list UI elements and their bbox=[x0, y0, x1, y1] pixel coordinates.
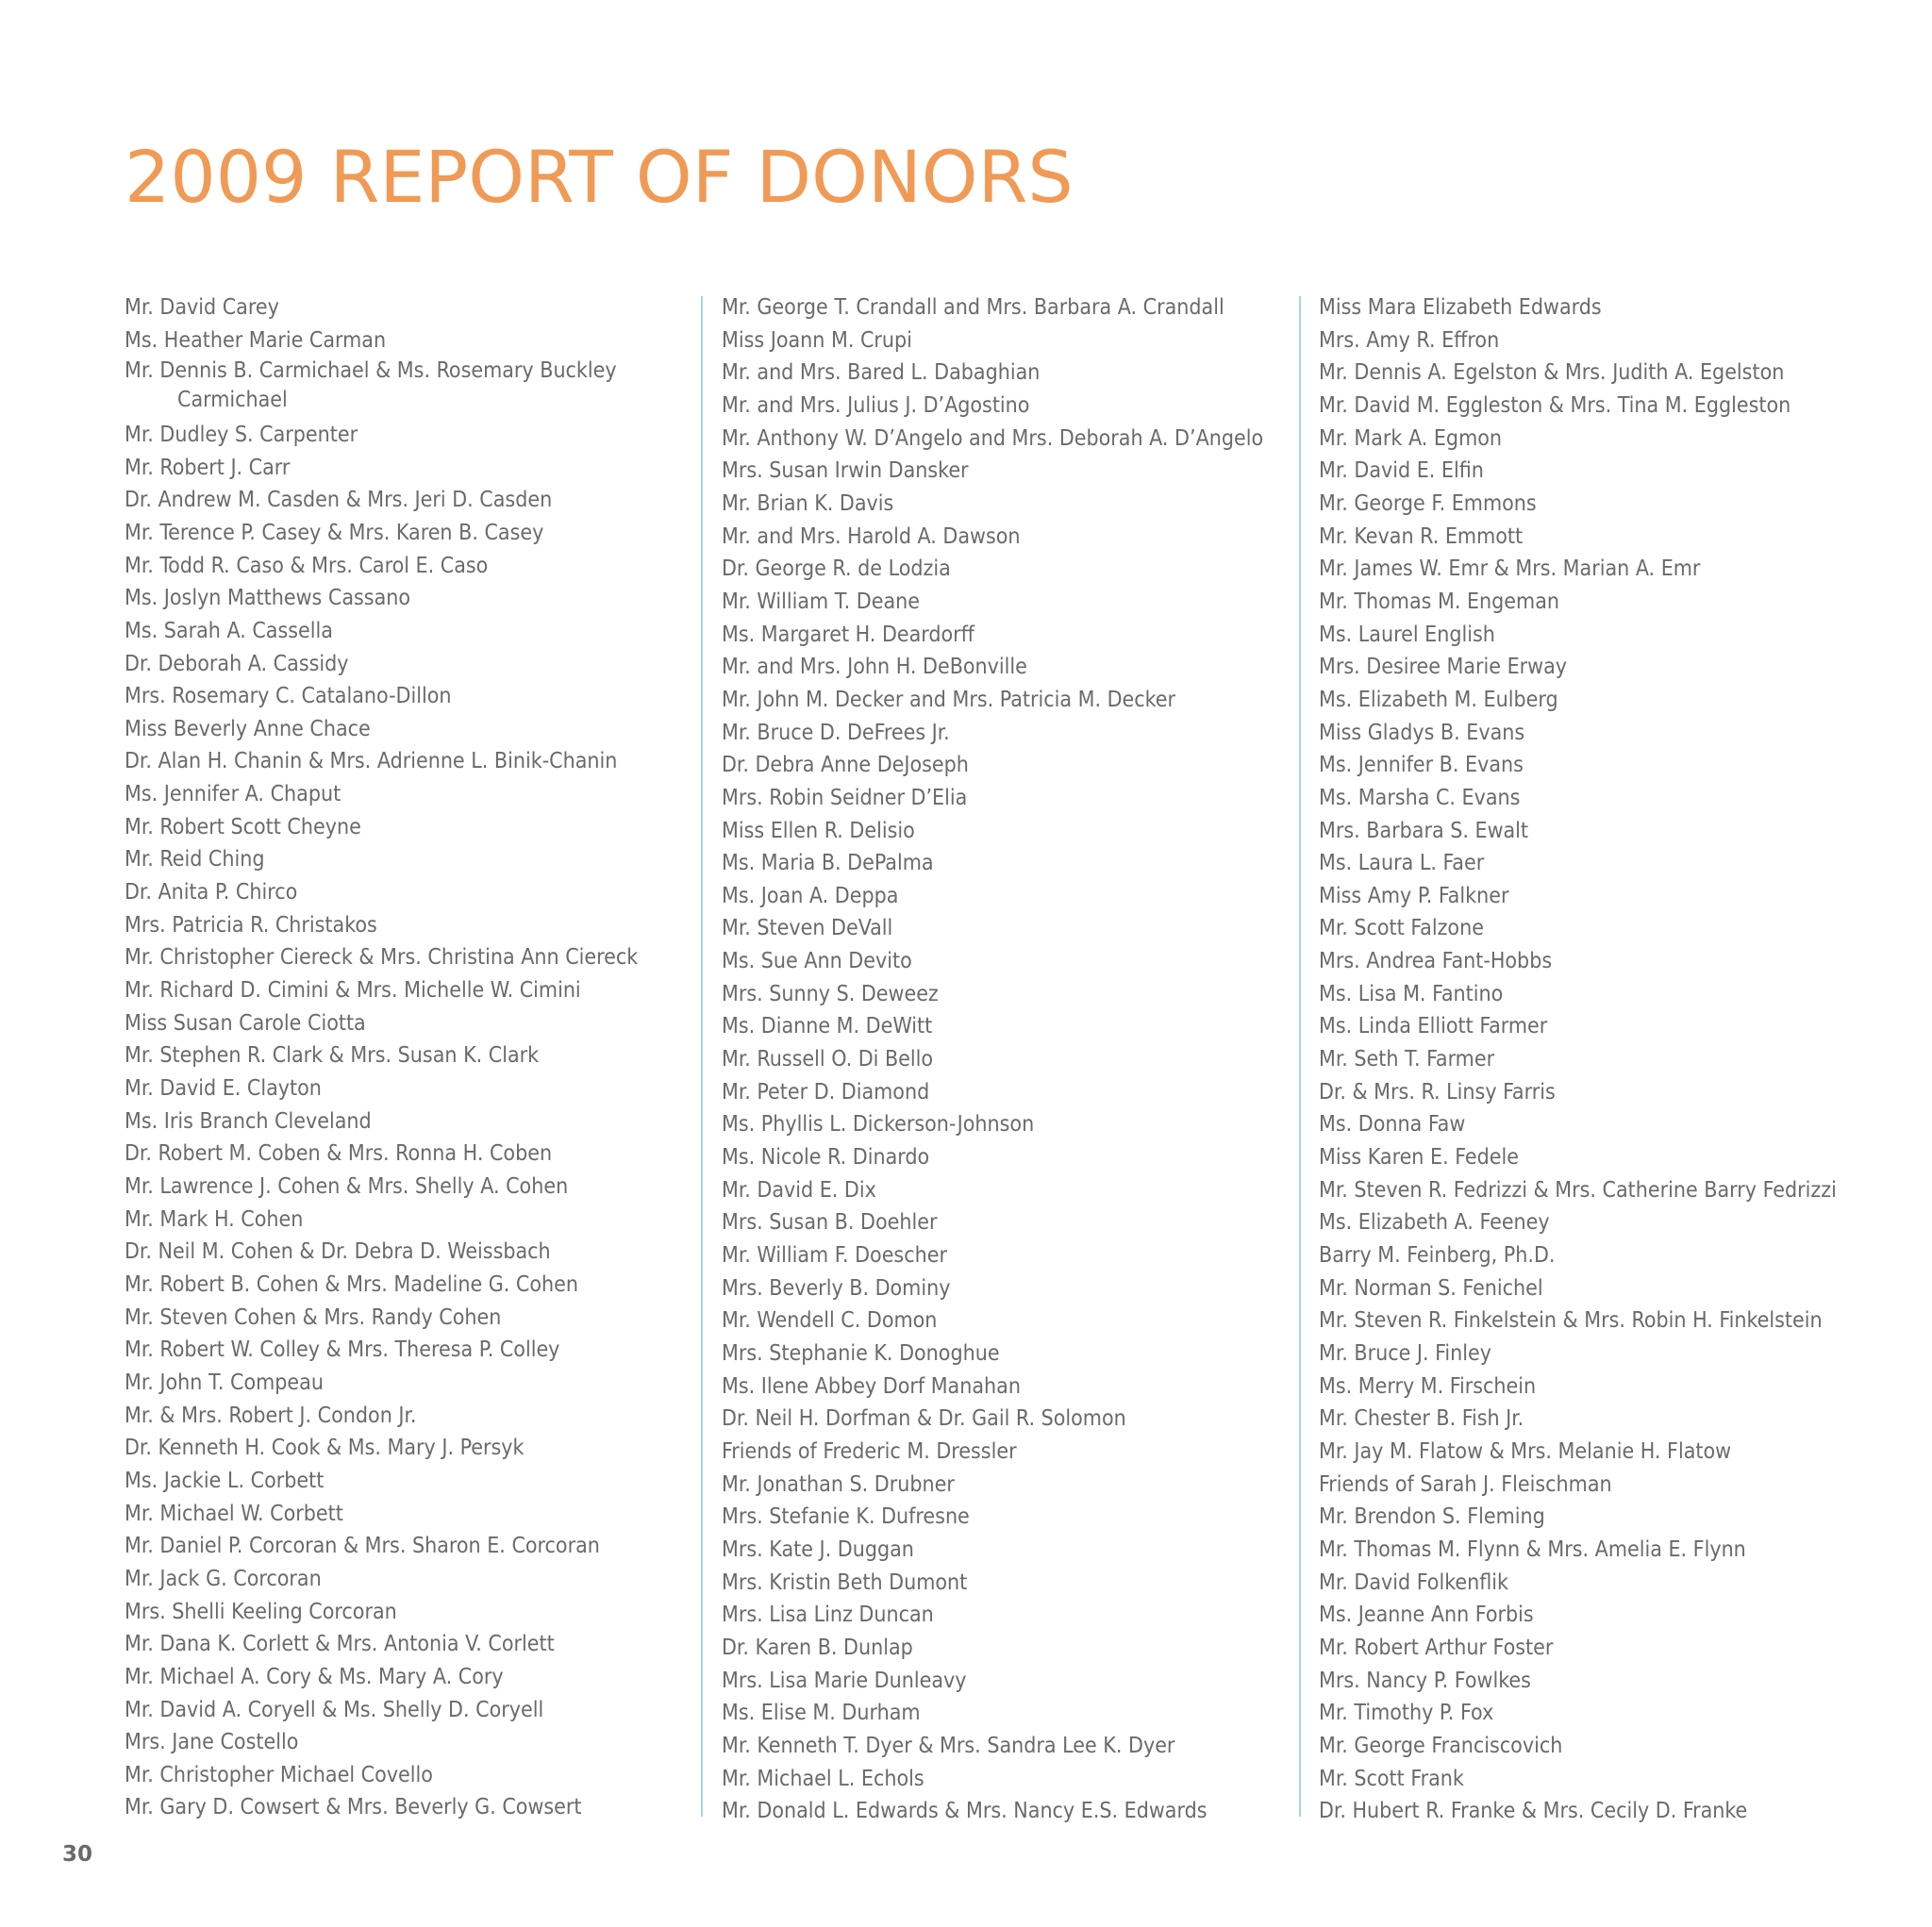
donor-name: Mr. David Folkenflik bbox=[1319, 1570, 1508, 1595]
donor-name: Mr. Dana K. Corlett & Mrs. Antonia V. Corlett bbox=[125, 1632, 555, 1657]
page-title: 2009 REPORT OF DONORS bbox=[125, 135, 1074, 219]
donor-name: Ms. Joslyn Matthews Cassano bbox=[125, 586, 411, 611]
donor-name: Mrs. Desiree Marie Erway bbox=[1319, 655, 1568, 680]
donor-name: Mrs. Robin Seidner D’Elia bbox=[722, 785, 968, 810]
donor-name: Dr. Hubert R. Franke & Mrs. Cecily D. Franke bbox=[1319, 1799, 1748, 1824]
donor-name: Dr. Karen B. Dunlap bbox=[722, 1635, 913, 1660]
donor-name: Mr. Dudley S. Carpenter bbox=[125, 422, 358, 447]
donor-name: Dr. Robert M. Coben & Mrs. Ronna H. Coben bbox=[125, 1141, 553, 1167]
donor-name: Ms. Ilene Abbey Dorf Manahan bbox=[722, 1373, 1021, 1399]
donor-name: Mr. Norman S. Fenichel bbox=[1319, 1275, 1543, 1301]
donor-name: Mrs. Kristin Beth Dumont bbox=[722, 1570, 968, 1595]
donor-name: Mr. and Mrs. Julius J. D’Agostino bbox=[722, 392, 1030, 418]
donor-name: Mrs. Patricia R. Christakos bbox=[125, 912, 377, 938]
donor-name: Ms. Maria B. DePalma bbox=[722, 851, 934, 876]
donor-name: Ms. Margaret H. Deardorff bbox=[722, 622, 974, 647]
donor-name: Mrs. Susan B. Doehler bbox=[722, 1210, 938, 1236]
donor-name: Mr. & Mrs. Robert J. Condon Jr. bbox=[125, 1403, 417, 1428]
donor-name: Mr. Steven Cohen & Mrs. Randy Cohen bbox=[125, 1304, 502, 1330]
donor-name: Ms. Iris Branch Cleveland bbox=[125, 1108, 372, 1134]
donor-name: Mr. Steven R. Fedrizzi & Mrs. Catherine Barry Fedrizzi bbox=[1319, 1177, 1837, 1203]
donor-name: Mr. David Carey bbox=[125, 295, 279, 320]
donor-name: Mr. Mark H. Cohen bbox=[125, 1206, 304, 1232]
donor-name: Ms. Sarah A. Cassella bbox=[125, 618, 333, 643]
donor-name: Mr. Michael L. Echols bbox=[722, 1766, 924, 1791]
donor-name: Mrs. Nancy P. Fowlkes bbox=[1319, 1668, 1531, 1693]
donor-name: Mrs. Stefanie K. Dufresne bbox=[722, 1504, 970, 1530]
donor-name: Ms. Nicole R. Dinardo bbox=[722, 1145, 930, 1171]
donor-name: Mr. Jay M. Flatow & Mrs. Melanie H. Flatow bbox=[1319, 1438, 1732, 1464]
donor-name: Mr. Anthony W. D’Angelo and Mrs. Deborah A. D’Angelo bbox=[722, 425, 1264, 451]
donor-name: Mr. Christopher Michael Covello bbox=[125, 1762, 433, 1787]
donor-name: Mr. Todd R. Caso & Mrs. Carol E. Caso bbox=[125, 553, 489, 578]
donor-name: Mr. Michael W. Corbett bbox=[125, 1501, 343, 1526]
donor-name: Friends of Sarah J. Fleischman bbox=[1319, 1471, 1612, 1497]
donor-name: Dr. Neil H. Dorfman & Dr. Gail R. Solomon bbox=[722, 1406, 1126, 1432]
donor-name: Ms. Jackie L. Corbett bbox=[125, 1468, 325, 1493]
donor-name: Dr. Neil M. Cohen & Dr. Debra D. Weissbach bbox=[125, 1239, 551, 1265]
donor-name: Mr. David A. Coryell & Ms. Shelly D. Coryell bbox=[125, 1697, 544, 1722]
donor-name: Ms. Jennifer A. Chaput bbox=[125, 782, 341, 807]
donor-name: Ms. Elizabeth A. Feeney bbox=[1319, 1210, 1550, 1236]
donor-name: Mr. Robert Arthur Foster bbox=[1319, 1635, 1554, 1660]
donor-name: Ms. Sue Ann Devito bbox=[722, 949, 912, 974]
donor-name: Mr. Robert B. Cohen & Mrs. Madeline G. Cohen bbox=[125, 1271, 579, 1297]
donor-name: Mr. Robert W. Colley & Mrs. Theresa P. Colley bbox=[125, 1337, 560, 1363]
page-number: 30 bbox=[62, 1842, 93, 1867]
donor-name: Mr. and Mrs. John H. DeBonville bbox=[722, 655, 1027, 680]
donor-name: Mrs. Sunny S. Deweez bbox=[722, 981, 939, 1006]
donor-name: Dr. Kenneth H. Cook & Ms. Mary J. Persyk bbox=[125, 1436, 525, 1461]
donor-name: Miss Gladys B. Evans bbox=[1319, 720, 1525, 745]
donor-name: Mrs. Barbara S. Ewalt bbox=[1319, 818, 1529, 843]
donor-column-3 bbox=[1319, 291, 1904, 1828]
donor-name: Mrs. Jane Costello bbox=[125, 1730, 299, 1755]
donor-name: Mr. Steven DeVall bbox=[722, 916, 893, 941]
donor-name: Ms. Elizabeth M. Eulberg bbox=[1319, 687, 1558, 712]
donor-name: Ms. Laurel English bbox=[1319, 622, 1495, 647]
donor-name: Ms. Laura L. Faer bbox=[1319, 851, 1485, 876]
donor-name: Mr. Robert J. Carr bbox=[125, 455, 291, 480]
donor-name: Mr. Kevan R. Emmott bbox=[1319, 523, 1524, 549]
donor-name: Miss Joann M. Crupi bbox=[722, 327, 912, 353]
donor-name: Mr. David E. Clayton bbox=[125, 1076, 322, 1102]
donor-name: Mr. Jonathan S. Drubner bbox=[722, 1471, 955, 1497]
donor-name: Ms. Linda Elliott Farmer bbox=[1319, 1014, 1548, 1039]
donor-name: Ms. Phyllis L. Dickerson-Johnson bbox=[722, 1112, 1035, 1138]
donor-name: Ms. Lisa M. Fantino bbox=[1319, 981, 1504, 1006]
donor-name: Ms. Merry M. Firschein bbox=[1319, 1373, 1537, 1399]
donor-name: Mrs. Rosemary C. Catalano-Dillon bbox=[125, 684, 452, 709]
donor-name: Dr. Alan H. Chanin & Mrs. Adrienne L. Binik-Chanin bbox=[125, 749, 618, 774]
donor-name: Miss Ellen R. Delisio bbox=[722, 818, 915, 843]
donor-name: Miss Mara Elizabeth Edwards bbox=[1319, 295, 1602, 320]
donor-name: Ms. Donna Faw bbox=[1319, 1112, 1466, 1138]
donor-name: Mr. David E. Dix bbox=[722, 1177, 876, 1203]
donor-name: Mr. Wendell C. Domon bbox=[722, 1308, 938, 1334]
donor-name: Mr. Thomas M. Engeman bbox=[1319, 589, 1559, 614]
donor-name: Mr. Mark A. Egmon bbox=[1319, 425, 1503, 451]
donor-name: Mr. Dennis B. Carmichael & Ms. Rosemary Buckley Carmichael bbox=[125, 358, 617, 413]
donor-name: Mr. John M. Decker and Mrs. Patricia M. Decker bbox=[722, 687, 1176, 712]
donor-name: Ms. Elise M. Durham bbox=[722, 1701, 921, 1726]
donor-name: Mr. Timothy P. Fox bbox=[1319, 1701, 1494, 1726]
donor-name: Mr. Thomas M. Flynn & Mrs. Amelia E. Flynn bbox=[1319, 1537, 1746, 1562]
donor-name: Dr. Debra Anne DeJoseph bbox=[722, 753, 969, 778]
donor-name: Ms. Heather Marie Carman bbox=[125, 327, 387, 353]
donor-name: Mr. Lawrence J. Cohen & Mrs. Shelly A. Cohen bbox=[125, 1174, 569, 1199]
donor-name: Ms. Jeanne Ann Forbis bbox=[1319, 1603, 1534, 1628]
donor-name: Miss Karen E. Fedele bbox=[1319, 1145, 1519, 1171]
donor-name: Mr. Seth T. Farmer bbox=[1319, 1047, 1495, 1072]
donor-name: Mr. Stephen R. Clark & Mrs. Susan K. Clark bbox=[125, 1043, 540, 1069]
donor-name: Mr. George Franciscovich bbox=[1319, 1733, 1563, 1758]
donor-name: Miss Susan Carole Ciotta bbox=[125, 1010, 366, 1036]
column-divider bbox=[1299, 296, 1301, 1817]
donor-name: Mr. George T. Crandall and Mrs. Barbara A. Crandall bbox=[722, 295, 1224, 320]
donor-name: Mrs. Beverly B. Dominy bbox=[722, 1275, 951, 1301]
donor-name: Mr. Peter D. Diamond bbox=[722, 1079, 930, 1105]
donor-name: Mr. and Mrs. Harold A. Dawson bbox=[722, 523, 1021, 549]
donor-name: Mr. Reid Ching bbox=[125, 847, 265, 872]
donor-name: Mr. Brendon S. Fleming bbox=[1319, 1504, 1545, 1530]
donor-name: Mr. Jack G. Corcoran bbox=[125, 1566, 322, 1591]
donor-name: Miss Amy P. Falkner bbox=[1319, 883, 1509, 908]
donor-name: Mr. Donald L. Edwards & Mrs. Nancy E.S. Edwards bbox=[722, 1799, 1208, 1824]
donor-name: Friends of Frederic M. Dressler bbox=[722, 1438, 1017, 1464]
donor-column-1 bbox=[125, 291, 681, 1824]
donor-name: Mr. Michael A. Cory & Ms. Mary A. Cory bbox=[125, 1664, 504, 1689]
donor-name: Mrs. Andrea Fant-Hobbs bbox=[1319, 949, 1553, 974]
donor-name: Mr. David M. Eggleston & Mrs. Tina M. Eggleston bbox=[1319, 392, 1791, 418]
column-divider bbox=[701, 296, 703, 1817]
donor-name: Dr. Anita P. Chirco bbox=[125, 880, 298, 905]
donor-name: Mr. Dennis A. Egelston & Mrs. Judith A. Egelston bbox=[1319, 360, 1785, 386]
donor-name: Mr. and Mrs. Bared L. Dabaghian bbox=[722, 360, 1041, 386]
donor-name: Mr. David E. Elfin bbox=[1319, 458, 1484, 484]
donor-name: Ms. Marsha C. Evans bbox=[1319, 785, 1521, 810]
donor-name: Mr. Kenneth T. Dyer & Mrs. Sandra Lee K. Dyer bbox=[722, 1733, 1175, 1758]
donor-name: Dr. Deborah A. Cassidy bbox=[125, 651, 349, 676]
donor-name: Dr. & Mrs. R. Linsy Farris bbox=[1319, 1079, 1556, 1105]
donor-name: Mr. Robert Scott Cheyne bbox=[125, 814, 361, 839]
donor-column-2 bbox=[722, 291, 1288, 1828]
donor-name: Mr. John T. Compeau bbox=[125, 1370, 324, 1395]
donor-name: Mr. Bruce J. Finley bbox=[1319, 1341, 1491, 1366]
donor-name: Mr. Christopher Ciereck & Mrs. Christina Ann Ciereck bbox=[125, 945, 639, 971]
donor-name: Mrs. Stephanie K. Donoghue bbox=[722, 1341, 1000, 1366]
donor-name: Mr. Bruce D. DeFrees Jr. bbox=[722, 720, 950, 745]
donor-name: Dr. George R. de Lodzia bbox=[722, 557, 951, 582]
donor-name: Mr. Terence P. Casey & Mrs. Karen B. Casey bbox=[125, 520, 544, 545]
donor-name: Mrs. Kate J. Duggan bbox=[722, 1537, 914, 1562]
donor-name: Mr. Brian K. Davis bbox=[722, 490, 894, 516]
donor-name: Mr. Gary D. Cowsert & Mrs. Beverly G. Cowsert bbox=[125, 1795, 582, 1820]
donor-name: Mr. William F. Doescher bbox=[722, 1243, 947, 1269]
donor-name: Mr. Scott Falzone bbox=[1319, 916, 1484, 941]
donor-name: Dr. Andrew M. Casden & Mrs. Jeri D. Casden bbox=[125, 488, 553, 513]
donor-name: Mr. Daniel P. Corcoran & Mrs. Sharon E. Corcoran bbox=[125, 1534, 600, 1559]
donor-name: Mr. Steven R. Finkelstein & Mrs. Robin H. Finkelstein bbox=[1319, 1308, 1823, 1334]
donor-name: Ms. Dianne M. DeWitt bbox=[722, 1014, 933, 1039]
donor-name: Mr. Richard D. Cimini & Mrs. Michelle W. Cimini bbox=[125, 978, 581, 1004]
donor-name: Barry M. Feinberg, Ph.D. bbox=[1319, 1243, 1556, 1269]
donor-name: Mrs. Amy R. Effron bbox=[1319, 327, 1500, 353]
donor-name: Mrs. Lisa Marie Dunleavy bbox=[722, 1668, 967, 1693]
donor-name: Mr. Chester B. Fish Jr. bbox=[1319, 1406, 1524, 1432]
donor-name: Mrs. Susan Irwin Dansker bbox=[722, 458, 969, 484]
donor-name: Mr. James W. Emr & Mrs. Marian A. Emr bbox=[1319, 557, 1701, 582]
donor-name: Mrs. Lisa Linz Duncan bbox=[722, 1603, 934, 1628]
donor-name: Miss Beverly Anne Chace bbox=[125, 716, 371, 741]
donor-name: Mr. William T. Deane bbox=[722, 589, 920, 614]
donor-name: Ms. Jennifer B. Evans bbox=[1319, 753, 1524, 778]
donor-name: Mrs. Shelli Keeling Corcoran bbox=[125, 1599, 397, 1624]
donor-name: Mr. Scott Frank bbox=[1319, 1766, 1464, 1791]
donor-name: Mr. George F. Emmons bbox=[1319, 490, 1537, 516]
donor-name: Mr. Russell O. Di Bello bbox=[722, 1047, 934, 1072]
donor-name: Ms. Joan A. Deppa bbox=[722, 883, 899, 908]
